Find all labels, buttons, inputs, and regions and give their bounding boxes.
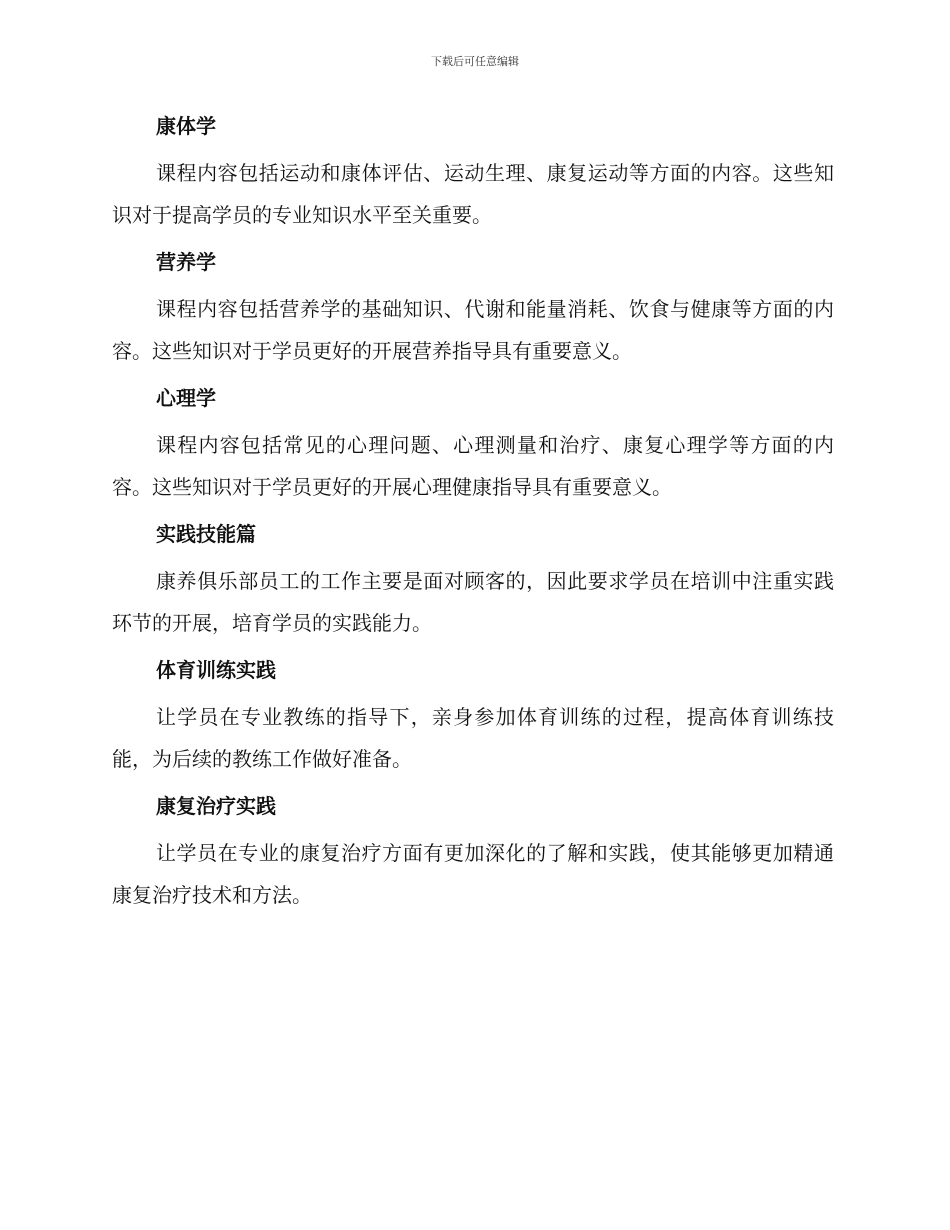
section-paragraph: 课程内容包括运动和康体评估、运动生理、康复运动等方面的内容。这些知识对于提高学员的专业知识水平至关重要。 (112, 161, 834, 227)
section-tiyu (112, 654, 834, 780)
section-heading: 营养学 (156, 250, 216, 274)
section-yingyang (112, 246, 834, 372)
section-heading: 康复治疗实践 (156, 794, 276, 818)
section-heading: 实践技能篇 (156, 522, 256, 546)
section-paragraph: 让学员在专业教练的指导下，亲身参加体育训练的过程，提高体育训练技能，为后续的教练工作做好准备。 (112, 705, 834, 771)
section-heading: 体育训练实践 (156, 658, 276, 682)
section-kangfu (112, 790, 834, 916)
page-header: 下载后可任意编辑 (431, 55, 519, 68)
section-shijian (112, 518, 834, 644)
section-paragraph: 让学员在专业的康复治疗方面有更加深化的了解和实践，使其能够更加精通康复治疗技术和方法。 (112, 841, 834, 907)
section-kangti (112, 110, 834, 236)
section-xinli (112, 382, 834, 508)
section-heading: 康体学 (156, 114, 216, 138)
section-paragraph: 课程内容包括营养学的基础知识、代谢和能量消耗、饮食与健康等方面的内容。这些知识对于学员更好的开展营养指导具有重要意义。 (112, 297, 834, 363)
document-body (112, 110, 834, 926)
section-paragraph: 课程内容包括常见的心理问题、心理测量和治疗、康复心理学等方面的内容。这些知识对于学员更好的开展心理健康指导具有重要意义。 (112, 433, 834, 499)
section-paragraph: 康养俱乐部员工的工作主要是面对顾客的，因此要求学员在培训中注重实践环节的开展，培育学员的实践能力。 (112, 569, 834, 635)
section-heading: 心理学 (156, 386, 216, 410)
